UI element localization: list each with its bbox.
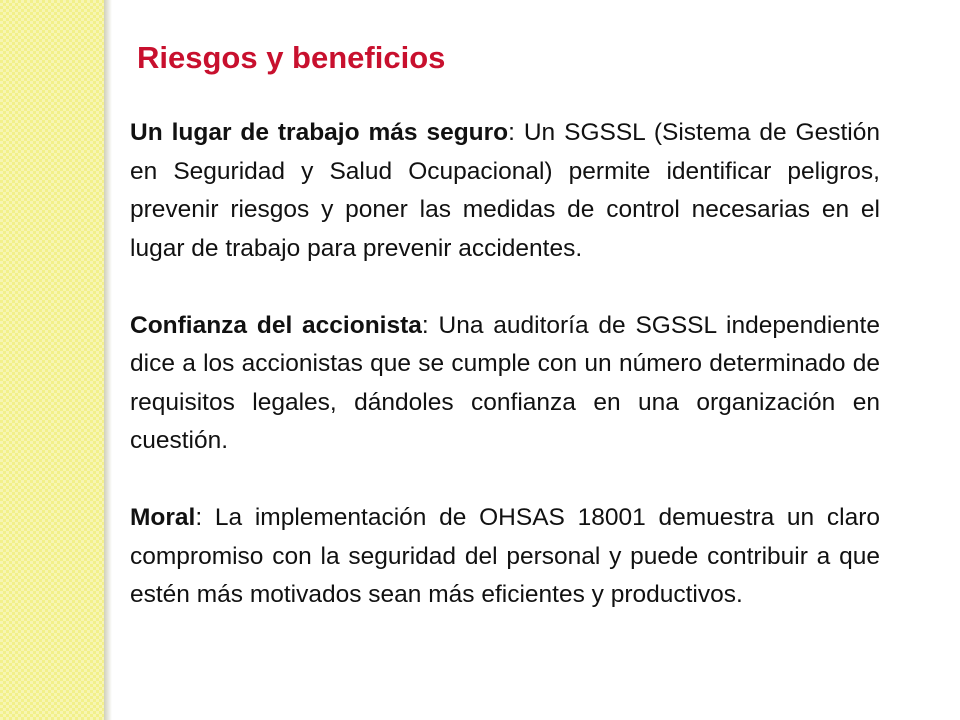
paragraph-text: : Una auditoría de SGSSL independiente dice a los accionistas que se cumple con un número determinado de requisitos legales, dándoles confianza en una organización en cuestión. xyxy=(130,311,880,454)
side-band-shadow xyxy=(104,0,112,720)
paragraph-morale xyxy=(130,499,880,615)
paragraph-lead: Moral xyxy=(130,504,196,531)
paragraph-shareholder-confidence xyxy=(130,307,880,461)
slide-title: Riesgos y beneficios xyxy=(137,40,446,75)
paragraph-lead: Confianza del accionista xyxy=(130,311,422,339)
paragraph-text: : Un SGSSL (Sistema de Gestión en Seguridad y Salud Ocupacional) permite identificar peligros, prevenir riesgos y poner las medidas de control necesarias en el lugar de trabajo para prevenir accidentes. xyxy=(130,119,880,262)
decorative-side-band xyxy=(0,0,104,720)
paragraph-text: : La implementación de OHSAS 18001 demuestra un claro compromiso con la seguridad del personal y puede contribuir a que estén más motivados sean más eficientes y productivos. xyxy=(130,504,880,608)
paragraph-lead: Un lugar de trabajo más seguro xyxy=(130,119,509,146)
slide-body xyxy=(130,114,880,615)
paragraph-safer-workplace xyxy=(130,114,880,268)
